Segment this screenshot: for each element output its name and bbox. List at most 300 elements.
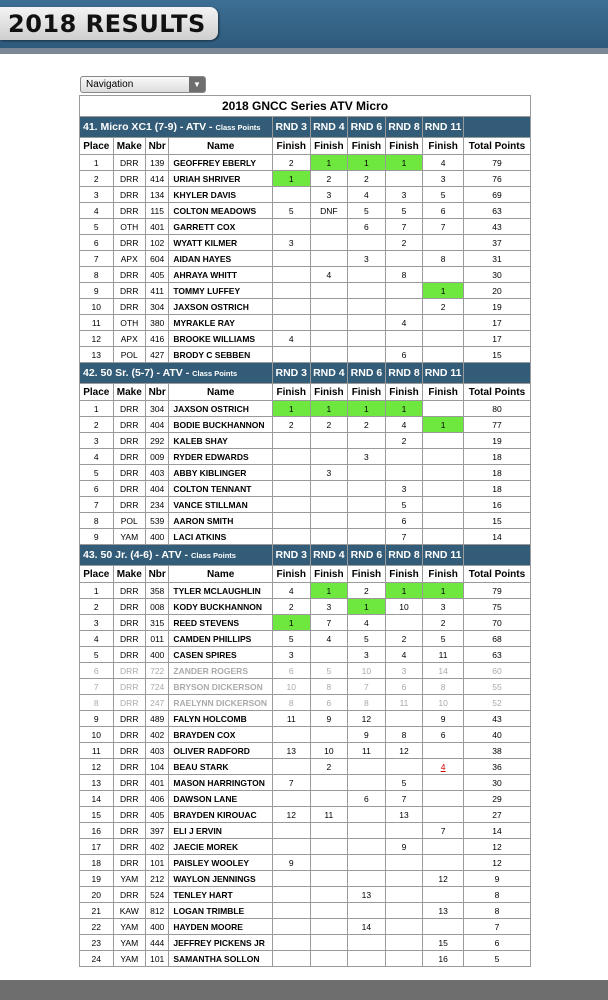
table-row — [80, 583, 531, 599]
finish-cell — [385, 871, 423, 887]
finish-cell — [385, 759, 423, 775]
rider-name-cell: CASEN SPIRES — [169, 647, 273, 663]
finish-cell — [348, 935, 386, 951]
column-header: Name — [169, 384, 273, 401]
make-cell: DRR — [113, 171, 146, 187]
make-cell: DRR — [113, 727, 146, 743]
column-header: Total Points — [463, 138, 530, 155]
table-row — [80, 647, 531, 663]
finish-cell — [423, 315, 464, 331]
finish-cell: 8 — [385, 267, 423, 283]
place-cell: 3 — [80, 187, 114, 203]
finish-cell: 4 — [348, 187, 386, 203]
class-name — [80, 363, 273, 384]
rider-name-cell: WYATT KILMER — [169, 235, 273, 251]
make-cell: DRR — [113, 417, 146, 433]
finish-cell — [385, 935, 423, 951]
finish-cell: 4 — [423, 759, 464, 775]
finish-cell: 2 — [272, 155, 310, 171]
make-cell: DRR — [113, 791, 146, 807]
finish-cell: 5 — [272, 631, 310, 647]
finish-cell: 2 — [348, 583, 386, 599]
column-header: Finish — [348, 138, 386, 155]
finish-cell — [385, 711, 423, 727]
number-cell: 212 — [146, 871, 169, 887]
round-header: RND 11 — [423, 117, 464, 138]
finish-cell: 1 — [272, 615, 310, 631]
finish-cell: 3 — [423, 599, 464, 615]
finish-cell — [310, 235, 348, 251]
finish-cell: 6 — [348, 791, 386, 807]
column-header: Finish — [348, 566, 386, 583]
round-header: RND 8 — [385, 545, 423, 566]
finish-cell: 11 — [272, 711, 310, 727]
make-cell: DRR — [113, 465, 146, 481]
finish-cell — [310, 331, 348, 347]
total-points-cell: 79 — [463, 583, 530, 599]
column-header: Finish — [423, 138, 464, 155]
make-cell: POL — [113, 347, 146, 363]
number-cell: 011 — [146, 631, 169, 647]
total-points-cell: 55 — [463, 679, 530, 695]
total-points-cell: 69 — [463, 187, 530, 203]
number-cell: 724 — [146, 679, 169, 695]
table-row — [80, 775, 531, 791]
place-cell: 2 — [80, 171, 114, 187]
finish-cell: 11 — [348, 743, 386, 759]
rider-name-cell: JAXSON OSTRICH — [169, 299, 273, 315]
number-cell: 411 — [146, 283, 169, 299]
rider-name-cell: BEAU STARK — [169, 759, 273, 775]
rider-name-cell: MYRAKLE RAY — [169, 315, 273, 331]
make-cell: DRR — [113, 695, 146, 711]
place-cell: 1 — [80, 401, 114, 417]
total-points-cell: 75 — [463, 599, 530, 615]
finish-cell — [272, 513, 310, 529]
rider-name-cell: RYDER EDWARDS — [169, 449, 273, 465]
place-cell: 13 — [80, 775, 114, 791]
make-cell: DRR — [113, 155, 146, 171]
total-points-cell: 15 — [463, 513, 530, 529]
column-header: Finish — [272, 138, 310, 155]
class-name — [80, 545, 273, 566]
make-cell: DRR — [113, 663, 146, 679]
make-cell: APX — [113, 251, 146, 267]
total-points-cell: 29 — [463, 791, 530, 807]
table-row — [80, 615, 531, 631]
table-row — [80, 235, 531, 251]
total-points-cell: 43 — [463, 219, 530, 235]
place-cell: 17 — [80, 839, 114, 855]
finish-cell — [272, 219, 310, 235]
number-cell: 404 — [146, 481, 169, 497]
class-title: 41. Micro XC1 (7-9) - ATV - — [83, 121, 216, 133]
total-points-cell: 12 — [463, 839, 530, 855]
table-row — [80, 759, 531, 775]
round-header: RND 3 — [272, 363, 310, 384]
finish-cell: 2 — [348, 171, 386, 187]
finish-cell: 11 — [423, 647, 464, 663]
finish-cell: 5 — [272, 203, 310, 219]
number-cell: 405 — [146, 807, 169, 823]
finish-cell — [423, 497, 464, 513]
finish-cell — [272, 887, 310, 903]
place-cell: 16 — [80, 823, 114, 839]
rider-name-cell: AIDAN HAYES — [169, 251, 273, 267]
number-cell: 524 — [146, 887, 169, 903]
page-title: 2018 RESULTS — [8, 10, 206, 38]
finish-cell — [348, 347, 386, 363]
finish-cell — [423, 267, 464, 283]
place-cell: 5 — [80, 465, 114, 481]
finish-cell — [310, 347, 348, 363]
finish-cell — [310, 951, 348, 967]
finish-cell — [348, 529, 386, 545]
finish-cell: 11 — [310, 807, 348, 823]
total-points-cell: 6 — [463, 935, 530, 951]
total-points-cell: 20 — [463, 283, 530, 299]
make-cell: DRR — [113, 449, 146, 465]
finish-cell — [385, 951, 423, 967]
column-header: Nbr — [146, 566, 169, 583]
number-cell: 101 — [146, 951, 169, 967]
rider-name-cell: AHRAYA WHITT — [169, 267, 273, 283]
number-cell: 427 — [146, 347, 169, 363]
total-points-cell: 18 — [463, 465, 530, 481]
rider-name-cell: FALYN HOLCOMB — [169, 711, 273, 727]
table-row — [80, 267, 531, 283]
total-points-cell: 37 — [463, 235, 530, 251]
total-points-cell: 9 — [463, 871, 530, 887]
rider-name-cell: JEFFREY PICKENS JR — [169, 935, 273, 951]
finish-cell — [385, 251, 423, 267]
round-header: RND 3 — [272, 545, 310, 566]
number-cell: 444 — [146, 935, 169, 951]
finish-cell: 7 — [348, 679, 386, 695]
finish-cell — [385, 171, 423, 187]
finish-cell: 14 — [423, 663, 464, 679]
column-header: Total Points — [463, 566, 530, 583]
number-cell: 380 — [146, 315, 169, 331]
total-points-cell: 5 — [463, 951, 530, 967]
make-cell: DRR — [113, 759, 146, 775]
column-header: Finish — [423, 384, 464, 401]
table-row — [80, 251, 531, 267]
finish-cell: 7 — [310, 615, 348, 631]
make-cell: OTH — [113, 315, 146, 331]
finish-cell — [423, 791, 464, 807]
rider-name-cell: BRYSON DICKERSON — [169, 679, 273, 695]
table-row — [80, 631, 531, 647]
make-cell: APX — [113, 331, 146, 347]
finish-cell — [310, 823, 348, 839]
finish-cell: 2 — [385, 631, 423, 647]
rider-name-cell: LACI ATKINS — [169, 529, 273, 545]
table-row — [80, 727, 531, 743]
finish-cell — [348, 759, 386, 775]
number-cell: 402 — [146, 839, 169, 855]
number-cell: 403 — [146, 743, 169, 759]
rider-name-cell: VANCE STILLMAN — [169, 497, 273, 513]
place-cell: 22 — [80, 919, 114, 935]
finish-cell: 8 — [423, 679, 464, 695]
finish-cell: 1 — [423, 583, 464, 599]
total-points-cell: 19 — [463, 433, 530, 449]
make-cell: DRR — [113, 711, 146, 727]
make-cell: DRR — [113, 497, 146, 513]
round-header: RND 11 — [423, 545, 464, 566]
table-row — [80, 315, 531, 331]
place-cell: 11 — [80, 315, 114, 331]
number-cell: 247 — [146, 695, 169, 711]
finish-cell: 8 — [348, 695, 386, 711]
finish-cell — [272, 839, 310, 855]
finish-cell: 5 — [385, 775, 423, 791]
finish-cell — [310, 887, 348, 903]
table-row — [80, 481, 531, 497]
total-points-cell: 40 — [463, 727, 530, 743]
round-header: RND 6 — [348, 545, 386, 566]
place-cell: 6 — [80, 663, 114, 679]
class-header-row — [80, 117, 531, 138]
finish-cell: 7 — [385, 529, 423, 545]
column-header: Nbr — [146, 138, 169, 155]
table-row — [80, 679, 531, 695]
finish-cell: 3 — [385, 187, 423, 203]
total-points-cell: 18 — [463, 449, 530, 465]
round-header: RND 8 — [385, 363, 423, 384]
rider-name-cell: CAMDEN PHILLIPS — [169, 631, 273, 647]
table-row — [80, 449, 531, 465]
finish-cell — [272, 497, 310, 513]
make-cell: DRR — [113, 583, 146, 599]
rider-name-cell: HAYDEN MOORE — [169, 919, 273, 935]
number-cell: 400 — [146, 647, 169, 663]
place-cell: 15 — [80, 807, 114, 823]
table-row — [80, 171, 531, 187]
finish-cell: 1 — [310, 155, 348, 171]
place-cell: 3 — [80, 433, 114, 449]
column-header: Finish — [348, 384, 386, 401]
finish-cell: 2 — [272, 417, 310, 433]
column-header: Finish — [385, 566, 423, 583]
finish-cell — [385, 449, 423, 465]
finish-cell — [423, 513, 464, 529]
finish-cell: 9 — [310, 711, 348, 727]
column-header: Finish — [310, 566, 348, 583]
number-cell: 722 — [146, 663, 169, 679]
finish-cell: 5 — [423, 631, 464, 647]
finish-cell — [348, 465, 386, 481]
finish-cell — [348, 481, 386, 497]
finish-cell — [272, 347, 310, 363]
column-header: Finish — [272, 384, 310, 401]
place-cell: 4 — [80, 449, 114, 465]
rider-name-cell: TOMMY LUFFEY — [169, 283, 273, 299]
finish-cell: 5 — [385, 497, 423, 513]
class-points-label: Class Points — [215, 123, 261, 132]
total-points-cell: 77 — [463, 417, 530, 433]
finish-cell: 2 — [385, 433, 423, 449]
place-cell: 12 — [80, 331, 114, 347]
rider-name-cell: REED STEVENS — [169, 615, 273, 631]
place-cell: 21 — [80, 903, 114, 919]
total-points-cell: 15 — [463, 347, 530, 363]
finish-cell: 2 — [310, 171, 348, 187]
rider-name-cell: BRAYDEN COX — [169, 727, 273, 743]
total-points-cell: 7 — [463, 919, 530, 935]
table-row — [80, 951, 531, 967]
table-row — [80, 203, 531, 219]
header-divider — [0, 48, 608, 54]
finish-cell — [310, 919, 348, 935]
finish-cell: 3 — [385, 481, 423, 497]
table-row — [80, 401, 531, 417]
table-row — [80, 347, 531, 363]
finish-cell — [348, 331, 386, 347]
total-points-cell: 31 — [463, 251, 530, 267]
place-cell: 10 — [80, 727, 114, 743]
class-title: 42. 50 Sr. (5-7) - ATV - — [83, 367, 193, 379]
finish-cell — [310, 647, 348, 663]
navigation-select[interactable] — [80, 76, 206, 93]
round-header: RND 8 — [385, 117, 423, 138]
make-cell: POL — [113, 513, 146, 529]
finish-cell: 3 — [272, 647, 310, 663]
make-cell: KAW — [113, 903, 146, 919]
number-cell: 400 — [146, 529, 169, 545]
round-header: RND 4 — [310, 117, 348, 138]
rider-name-cell: COLTON MEADOWS — [169, 203, 273, 219]
finish-cell — [310, 449, 348, 465]
finish-cell: 1 — [385, 583, 423, 599]
finish-cell — [310, 283, 348, 299]
finish-cell — [423, 465, 464, 481]
column-header: Name — [169, 138, 273, 155]
number-cell: 234 — [146, 497, 169, 513]
rider-name-cell: JAXSON OSTRICH — [169, 401, 273, 417]
number-cell: 416 — [146, 331, 169, 347]
finish-cell: 5 — [423, 187, 464, 203]
finish-cell: 9 — [385, 839, 423, 855]
column-header: Name — [169, 566, 273, 583]
finish-cell — [310, 727, 348, 743]
rider-name-cell: BRODY C SEBBEN — [169, 347, 273, 363]
table-row — [80, 417, 531, 433]
finish-cell: 1 — [423, 417, 464, 433]
place-cell: 2 — [80, 417, 114, 433]
finish-cell: 6 — [385, 347, 423, 363]
chevron-down-icon[interactable]: ▼ — [189, 77, 205, 92]
total-points-cell: 12 — [463, 855, 530, 871]
column-header: Make — [113, 566, 146, 583]
number-cell: 414 — [146, 171, 169, 187]
finish-cell — [348, 433, 386, 449]
number-cell: 104 — [146, 759, 169, 775]
place-cell: 9 — [80, 283, 114, 299]
finish-cell: 1 — [348, 599, 386, 615]
place-cell: 8 — [80, 513, 114, 529]
column-header-row — [80, 566, 531, 583]
results-table — [79, 95, 531, 967]
table-row — [80, 855, 531, 871]
finish-cell — [272, 299, 310, 315]
make-cell: DRR — [113, 615, 146, 631]
total-points-cell: 30 — [463, 267, 530, 283]
finish-cell — [272, 791, 310, 807]
total-points-cell: 16 — [463, 497, 530, 513]
finish-cell: 4 — [310, 267, 348, 283]
rider-name-cell: PAISLEY WOOLEY — [169, 855, 273, 871]
finish-cell — [310, 855, 348, 871]
number-cell: 812 — [146, 903, 169, 919]
table-row — [80, 871, 531, 887]
finish-cell: 3 — [423, 171, 464, 187]
total-points-cell: 80 — [463, 401, 530, 417]
column-header: Place — [80, 566, 114, 583]
finish-cell — [423, 529, 464, 545]
place-cell: 20 — [80, 887, 114, 903]
round-header: RND 4 — [310, 363, 348, 384]
number-cell: 315 — [146, 615, 169, 631]
class-points-label: Class Points — [192, 369, 238, 378]
finish-cell — [423, 449, 464, 465]
finish-cell — [348, 871, 386, 887]
number-cell: 400 — [146, 919, 169, 935]
finish-cell: 2 — [385, 235, 423, 251]
finish-cell: 10 — [310, 743, 348, 759]
make-cell: DRR — [113, 807, 146, 823]
make-cell: DRR — [113, 855, 146, 871]
finish-cell: 3 — [310, 187, 348, 203]
make-cell: DRR — [113, 283, 146, 299]
make-cell: OTH — [113, 219, 146, 235]
finish-cell: 3 — [348, 647, 386, 663]
number-cell: 402 — [146, 727, 169, 743]
make-cell: DRR — [113, 187, 146, 203]
finish-cell — [348, 839, 386, 855]
column-header: Make — [113, 138, 146, 155]
column-header-row — [80, 384, 531, 401]
finish-cell: 6 — [385, 679, 423, 695]
finish-cell — [348, 497, 386, 513]
finish-cell: 4 — [310, 631, 348, 647]
rider-name-cell: OLIVER RADFORD — [169, 743, 273, 759]
finish-cell — [348, 513, 386, 529]
finish-cell — [423, 743, 464, 759]
finish-cell — [310, 791, 348, 807]
finish-cell: 3 — [348, 449, 386, 465]
finish-cell — [423, 887, 464, 903]
class-header-blank — [463, 545, 530, 566]
finish-cell — [272, 315, 310, 331]
class-header-row — [80, 363, 531, 384]
finish-cell — [348, 775, 386, 791]
number-cell: 134 — [146, 187, 169, 203]
rider-name-cell: BROOKE WILLIAMS — [169, 331, 273, 347]
place-cell: 5 — [80, 647, 114, 663]
finish-cell — [272, 919, 310, 935]
finish-cell — [310, 513, 348, 529]
rider-name-cell: BODIE BUCKHANNON — [169, 417, 273, 433]
column-header: Finish — [423, 566, 464, 583]
make-cell: YAM — [113, 935, 146, 951]
finish-cell: 13 — [385, 807, 423, 823]
finish-cell: 6 — [385, 513, 423, 529]
finish-cell: 14 — [348, 919, 386, 935]
table-row — [80, 331, 531, 347]
finish-cell: 8 — [423, 251, 464, 267]
